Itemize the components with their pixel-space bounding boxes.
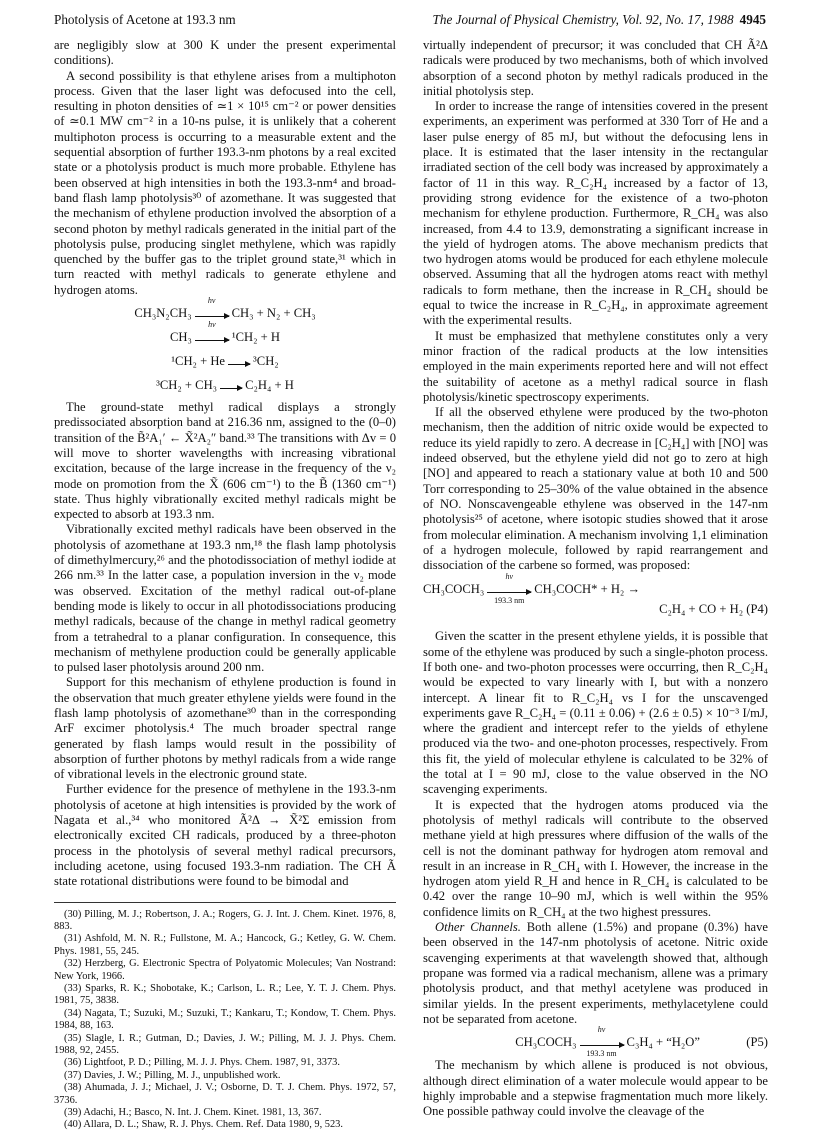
reference: (34) Nagata, T.; Suzuki, M.; Suzuki, T.; Kankaru, T.; Kondow, T. Chem. Phys. 1984, 88, 163.: [54, 1007, 396, 1032]
paragraph: are negligibly slow at 300 K under the present experimental conditions).: [54, 38, 396, 68]
paragraph: The ground-state methyl radical displays a strongly predissociated absorption band at 216.36 nm, assigned to the (0–0) transition of the B̃²A₁′ ← X̃²A₂″ band.³³ The transitions with Δv = 0 will move to shorter wavelengths with increasing vibrational excitation, because of the large increase in the frequency of the ν₂ mode on promotion from the X̃ (606 cm⁻¹) to the B̃ (1360 cm⁻¹) state. Thus highly vibrationally excited methyl radicals might be expected to absorb at 193.3 nm.: [54, 400, 396, 522]
reaction-scheme: [54, 296, 396, 397]
page-number: 4945: [739, 12, 766, 27]
reaction-arrow: hν: [195, 330, 229, 341]
reference: (40) Allara, D. L.; Shaw, R. J. Phys. Chem. Ref. Data 1980, 9, 523.: [64, 1119, 343, 1131]
reference: (31) Ashfold, M. N. R.; Fullstone, M. A.; Hancock, G.; Ketley, G. W. Chem. Phys. 1981, 55, 245.: [54, 933, 396, 957]
reaction-equation-p5: CH₃COCH₃ $\frac{h\nu}{193.3 nm}$ C₃H₄ + “H₂O” (P5): [515, 1025, 768, 1059]
paragraph: If all the observed ethylene were produced by the two-photon mechanism, then the addition of nitric oxide would be expected to reduce its yield rapidly to zero. A decrease in [C₂H₄] with [NO] was indeed observed, but the ethylene yield did not go to zero at high [NO] and appeared to reach a stationary value at both 10 and 500 Torr corresponding to 25–30% of the value obtained in the absence of NO. Nonscavengeable ethylene was observed in the 147-nm photolysis²⁵ of acetone, where isotopic studies showed that it arose from molecular elimination. A mechanism involving 1,1 elimination of a hydrogen molecule, followed by rapid rearrangement and dissociation of the carbene so formed, was proposed:: [423, 405, 768, 573]
reaction-equation: ³CH₂ + CH₃ C₂H₄ + H: [156, 378, 294, 393]
paragraph: The mechanism by which allene is produced is not obvious, although direct elimination of a water molecule would appear to be highly improbable and a stepwise fragmentation much more likely. One possible pathway could involve the cleavage of the: [423, 1058, 768, 1119]
paragraph: Vibrationally excited methyl radicals have been observed in the photolysis of azomethane at 193.3 nm,¹⁸ the flash lamp photolysis of dimethylmercury,²⁶ and the photodissociation of methyl iodide at 266 nm.³³ In the latter case, a population inversion in the ν₂ mode was observed. Excitation of the methyl radical out-of-plane bending mode is likely to occur in all photodissociations producing methyl radicals, because of the change in methyl radical geometry from a tetrahedral to a planar configuration. In consequence, this mechanism of methylene production could be generally applicable to pulsed laser photolysis around 200 nm.: [54, 522, 396, 675]
paragraph: Further evidence for the presence of methylene in the 193.3-nm photolysis of acetone at high intensities is provided by the work of Nagata et al.,³⁴ who monitored Ã²Δ → X̃²Σ emission from electronically excited CH radicals, produced by a three-photon process in the photolysis of several methyl radical precursors, including acetone, using focused 193.3-nm radiation. The CH Ã state rotational distributions were found to be bimodal and: [54, 782, 396, 889]
reaction-equation: CH₃ hν ¹CH₂ + H: [169, 320, 281, 345]
reaction-arrow: $\frac{h\nu}{193.3 nm}$: [580, 1035, 624, 1046]
reaction-equation: ¹CH₂ + He ³CH₂: [171, 354, 279, 369]
right-column: [423, 38, 768, 1120]
equation-label: (P4): [746, 602, 768, 617]
reaction-equation: CH₃N₂CH₃ hν CH₃ + N₂ + CH₃: [134, 296, 316, 321]
journal-citation: The Journal of Physical Chemistry, Vol. 92, No. 17, 1988 4945: [432, 12, 766, 27]
paragraph: Other Channels. Both allene (1.5%) and propane (0.3%) have been observed in the 147-nm photolysis of acetone. Nitric oxide scavenging experiments at that wavelength showed that, although propane was formed via a radical mechanism, allene was a primary photolysis product, and that methyl acetylene was produced in similar yields. In the present experiments, methylacetylene could not be separated from acetone.: [423, 920, 768, 1026]
paragraph: In order to increase the range of intensities covered in the present experiments, an experiment was performed at 330 Torr of He and a laser pulse energy of 85 mJ, but without the defocusing lens in place. It is estimated that the laser intensity in the rectangular irradiated section of the cell body was increased by approximately a factor of 11 in this way. R_C₂H₄ increased by a factor of 13, providing strong evidence for the existence of a two-photon mechanism for ethylene production. Furthermore, R_CH₄ was also increased, from 4.4 to 13.9, demonstrating a significant increase in the yield of hydrogen atoms. The above mechanism predicts that two hydrogen atoms would be produced for each ethylene molecule observed. Assuming that all the hydrogen atoms react with methyl radicals to form methane, then the increase in R_CH₄ should be equal to twice the increase in R_C₂H₄, in approximate agreement with the experimental results.: [423, 99, 768, 328]
paragraph: Given the scatter in the present ethylene yields, it is possible that some of the ethylene was produced by such a single-photon process. If both one- and two-photon processes were occurring, then R_C₂H₄ would be expected to vary linearly with I, but with a nonzero intercept. A linear fit to R_C₂H₄ vs I for the unscavenged experiments gave R_C₂H₄ = (0.11 ± 0.06) + (2.6 ± 0.5) × 10⁻³ I/mJ, where the gradient and intercept refer to the yields of ethylene produced via the two- and one-photon processes, respectively. From this fit, the yield of molecular ethylene is calculated to be 32% of the total at I = 90 mJ, close to the value observed in the NO scavenging experiments.: [423, 629, 768, 797]
reference: (30) Pilling, M. J.; Robertson, J. A.; Rogers, G. J. Int. J. Chem. Kinet. 1976, 8, 883.: [54, 908, 396, 932]
equation-label: (P5): [746, 1035, 768, 1050]
reference: (32) Herzberg, G. Electronic Spectra of Polyatomic Molecules; Van Nostrand: New York, 1966.: [54, 958, 396, 982]
reference: (37) Davies, J. W.; Pilling, M. J., unpublished work.: [64, 1069, 281, 1081]
paragraph: virtually independent of precursor; it was concluded that CH Ã²Δ radicals were produced by two mechanisms, both of which involved absorption of a second photon by methyl radicals produced in the initial photolysis step.: [423, 38, 768, 98]
reaction-equation-p4: CH₃COCH₃ $\frac{h\nu}{193.3 nm}$ CH₃COCH* + H₂ → C₂H₄ + CO + H₂ (P4): [423, 572, 768, 617]
reference: (38) Ahumada, J. J.; Michael, J. V.; Osborne, D. T. J. Chem. Phys. 1972, 57, 3736.: [54, 1082, 396, 1106]
paragraph: It must be emphasized that methylene constitutes only a very minor fraction of the radical products at the low intensities employed in the main experiments reported here and will not effect the suitability of acetone as a methyl radical source in flash photolysis/kinetic spectroscopy experiments.: [423, 328, 768, 404]
paragraph: Support for this mechanism of ethylene production is found in the observation that much greater ethylene yields were found in the flash lamp photolysis of azomethane³⁰ than in the corresponding ArF excimer photolysis.⁴ The much broader spectral range generated by flash lamps would result in the possibility of absorption of further photons by methyl radicals from a wide range of vibrational levels in the electronic ground state.: [54, 675, 396, 782]
reference: (35) Slagle, I. R.; Gutman, D.; Davies, J. W.; Pilling, M. J. J. Phys. Chem. 1988, 92, 2455.: [54, 1032, 396, 1057]
footnote-divider: [54, 902, 396, 903]
reference-list: [54, 909, 396, 1132]
section-heading: Other Channels.: [435, 920, 521, 935]
reference: (36) Lightfoot, P. D.; Pilling, M. J. J. Phys. Chem. 1987, 91, 3373.: [64, 1057, 340, 1069]
reaction-arrow: [228, 354, 250, 365]
paragraph: A second possibility is that ethylene arises from a multiphoton process. Given that the laser light was defocused into the cell, resulting in photon densities of ≃1 × 10¹⁵ cm⁻² or power densities of ≃0.1 MW cm⁻² in a 10-ns pulse, it is unlikely that a coherent multiphoton process is occurring to a measurable extent and the sequential absorption of further 193.3-nm photons by a real excited state or a photolysis product is much more probable. Ethylene has been observed at high intensities in both the 193.3-nm⁴ and broad-band flash lamp photolysis³⁰ of azomethane. It was suggested that the mechanism of ethylene production involved the absorption of a second photon by methyl radicals generated in the initial part of the photolysis pulse, producing singlet methylene, which was rapidly quenched by the buffer gas to the triplet ground state,³¹ which in turn reacted with methyl radicals to generate ethylene and hydrogen atoms.: [54, 68, 396, 297]
running-title: Photolysis of Acetone at 193.3 nm: [54, 12, 236, 27]
paragraph: It is expected that the hydrogen atoms produced via the photolysis of methyl radicals will contribute to the observed methane yield at high pressures where diffusion of the walls of the cell is not the dominant pathway for hydrogen atom removal and result in an increase in R_CH₄ with I. However, the increase in the hydrogen atom yield R_H and hence in R_CH₄ is calculated to be 0.42 over the range 10–90 mJ, which is well within the 95% confidence limits on R_CH₄ at the two highest pressures.: [423, 797, 768, 919]
reference: (39) Adachi, H.; Basco, N. Int. J. Chem. Kinet. 1981, 13, 367.: [64, 1107, 322, 1119]
reaction-arrow: hν: [195, 306, 229, 317]
reference: (33) Sparks, R. K.; Shobotake, K.; Carlson, L. R.; Lee, Y. T. J. Chem. Phys. 1981, 75, 3838.: [54, 982, 396, 1007]
reaction-arrow: [220, 378, 242, 389]
reaction-arrow: $\frac{h\nu}{193.3 nm}$: [487, 582, 531, 593]
left-column: [54, 38, 396, 1132]
